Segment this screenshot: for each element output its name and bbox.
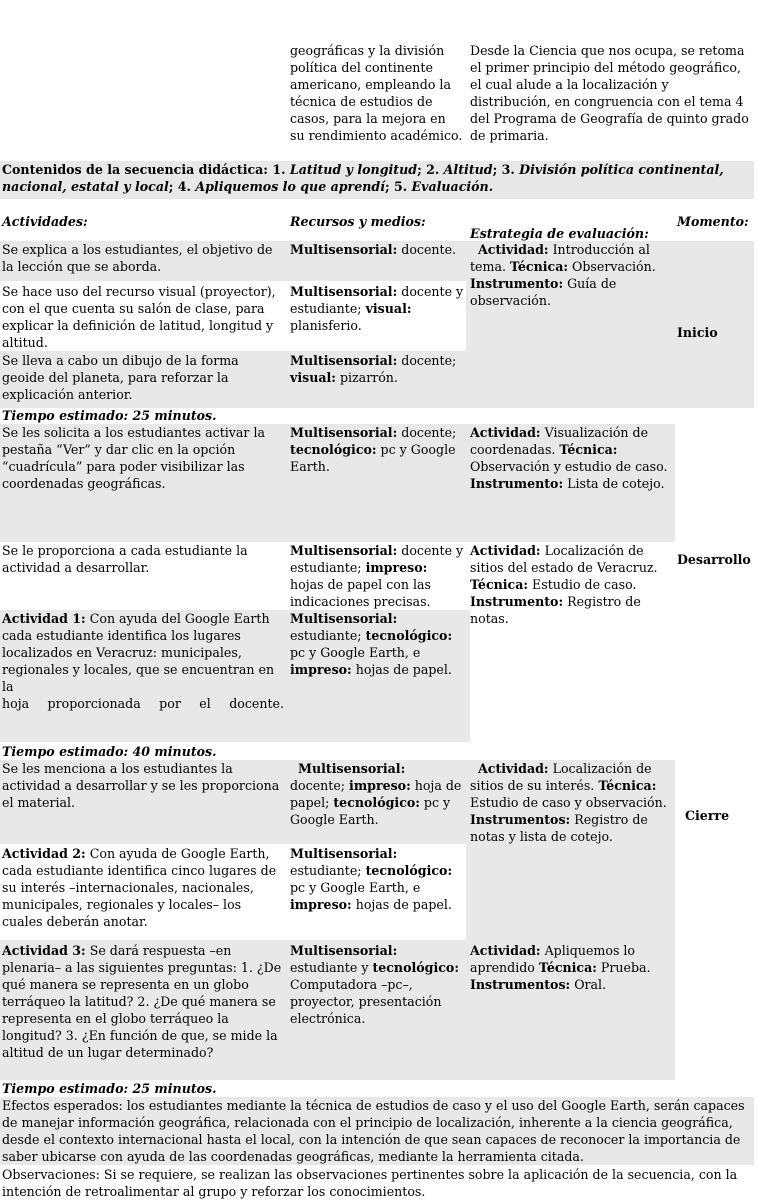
- content-1: Latitud y longitud: [289, 162, 418, 177]
- desarrollo-resource-2-label-1: Multisensorial:: [290, 543, 398, 558]
- cierre-resource-2-text-2: pc y Google Earth, e: [290, 880, 421, 895]
- cierre-activity-2-label: Actividad 2:: [2, 846, 86, 861]
- content-sep-2: ; 3.: [492, 162, 520, 177]
- efectos-text: Efectos esperados: los estudiantes mediante la técnica de estudios de caso y el uso del Google Earth, serán capaces de manejar información geográfica, relacionada con el principio de localización, inherente a la ciencia geográfica, desde el contexto internacional hasta el local, con la intención de que sean capaces de reconocer la importancia de saber ubicarse con ayuda de las coordenadas geográficas, mediante la herramienta citada.: [2, 1098, 745, 1164]
- desarrollo-resource-2-text-1: docente y estudiante;: [290, 543, 464, 575]
- desarrollo-eval-1-text-2: Observación y estudio de caso.: [470, 459, 668, 474]
- top-objective-cell: geográficas y la división política del continente americano, empleando la técnica de estudios de casos, para la mejora en su rendimiento académico.: [290, 43, 463, 143]
- cierre-resource-2: [288, 845, 466, 913]
- cierre-resource-1-label-1: Multisensorial:: [298, 761, 406, 776]
- content-4: Apliquemos lo que aprendí: [195, 179, 385, 194]
- top-principle-cell: Desde la Ciencia que nos ocupa, se retoma el primer principio del método geográfico, el cual alude a la localización y distribución, en congruencia con el tema 4 del Programa de Geografía de quinto grado de primaria.: [470, 43, 749, 143]
- cierre-resource-2-label-3: impreso:: [290, 897, 352, 912]
- desarrollo-eval-1-label-1: Actividad:: [470, 425, 541, 440]
- desarrollo-resource-3-label-2: tecnológico:: [365, 628, 453, 643]
- desarrollo-evaluation-1: [468, 424, 674, 492]
- inicio-eval-text-3: Guía de observación.: [470, 276, 617, 308]
- cierre-resource-3-text-1: estudiante y: [290, 960, 373, 975]
- inicio-activity-1: Se explica a los estudiantes, el objetivo de la lección que se aborda.: [2, 242, 273, 274]
- cierre-resource-2-text-1: estudiante;: [290, 863, 366, 878]
- desarrollo-momento: Desarrollo: [677, 552, 751, 567]
- inicio-resource-3-label-2: visual:: [290, 370, 336, 385]
- desarrollo-eval-1-label-3: Instrumento:: [470, 476, 564, 491]
- header-actividades: Actividades:: [2, 214, 88, 229]
- contents-row: [0, 161, 754, 199]
- cierre-eval-1-label-3: Instrumentos:: [470, 812, 571, 827]
- inicio-resource-2-label-2: visual:: [365, 301, 412, 316]
- content-5: Evaluación.: [411, 179, 494, 194]
- inicio-resource-2-text-1: docente y estudiante;: [290, 284, 464, 316]
- inicio-eval-label-3: Instrumento:: [470, 276, 564, 291]
- cierre-tiempo: Tiempo estimado: 25 minutos.: [2, 1081, 217, 1096]
- inicio-evaluation: [468, 241, 674, 309]
- cierre-resource-1-text-3: pc y Google Earth.: [290, 795, 451, 827]
- desarrollo-resource-1-label-1: Multisensorial:: [290, 425, 398, 440]
- desarrollo-resource-1-text-1: docente;: [397, 425, 457, 440]
- cierre-activity-3: [0, 942, 286, 1061]
- desarrollo-activity-3-text: Con ayuda del Google Earth cada estudiante identifica los lugares localizados en Veracruz: municipales, regionales y locales, que se encuentran en la: [2, 611, 275, 694]
- desarrollo-eval-1-label-2: Técnica:: [559, 442, 618, 457]
- cierre-resource-2-label-2: tecnológico:: [365, 863, 453, 878]
- inicio-eval-label-2: Técnica:: [509, 259, 569, 274]
- cierre-resource-1-text-1: docente;: [290, 778, 350, 793]
- content-sep-3: ; 4.: [168, 179, 196, 194]
- inicio-resource-2: [288, 283, 466, 334]
- inicio-eval-text-2: Observación.: [568, 259, 656, 274]
- cierre-eval-3-label-1: Actividad:: [470, 943, 541, 958]
- observaciones-row: [0, 1166, 754, 1200]
- desarrollo-activity-3-lastline: hoja proporcionada por el docente.: [2, 696, 284, 711]
- cierre-resource-2-text-3: hojas de papel.: [351, 897, 452, 912]
- cierre-activity-3-text: Se dará respuesta –en plenaria– a las siguientes preguntas: 1. ¿De qué manera se representa en un globo terráqueo la latitud? 2. ¿De qué manera se representa en el globo terráqueo la longitud? 3. ¿En función de que, se mide la altitud de un lugar determinado?: [2, 943, 282, 1060]
- cierre-resource-3-label-1: Multisensorial:: [290, 943, 398, 958]
- cierre-resource-1-label-3: tecnológico:: [333, 795, 420, 810]
- desarrollo-resource-2-label-2: impreso:: [365, 560, 428, 575]
- desarrollo-resource-1-text-2: pc y Google Earth.: [290, 442, 456, 474]
- cierre-resource-1: [288, 760, 466, 828]
- inicio-resource-3-label-1: Multisensorial:: [290, 353, 398, 368]
- header-estrategia: Estrategia de evaluación:: [470, 226, 649, 241]
- cierre-eval-1-text-1: Localización de sitios de su interés.: [470, 761, 652, 793]
- content-3: División política continental, nacional, estatal y local: [2, 162, 724, 194]
- cierre-activity-3-label: Actividad 3:: [2, 943, 86, 958]
- inicio-resource-3-text-2: pizarrón.: [335, 370, 398, 385]
- desarrollo-activity-2: Se le proporciona a cada estudiante la actividad a desarrollar.: [2, 543, 248, 575]
- desarrollo-activity-3: [0, 610, 286, 712]
- desarrollo-eval-2-label-3: Instrumento:: [470, 594, 564, 609]
- desarrollo-resource-3-text-3: hojas de papel.: [351, 662, 452, 677]
- desarrollo-evaluation-2: [468, 542, 674, 627]
- cierre-eval-3-text-1: Apliquemos lo aprendido: [470, 943, 636, 975]
- cierre-resource-1-text-2: hoja de papel;: [290, 778, 462, 810]
- desarrollo-eval-1-text-3: Lista de cotejo.: [563, 476, 665, 491]
- desarrollo-tiempo: Tiempo estimado: 40 minutos.: [2, 744, 217, 759]
- cierre-activity-2: [0, 845, 286, 930]
- cierre-activity-2-text: Con ayuda de Google Earth, cada estudiante identifica cinco lugares de su interés –internacionales, nacionales, municipales, regionales y locales– los cuales deberán anotar.: [2, 846, 277, 929]
- desarrollo-activity-3-label: Actividad 1:: [2, 611, 86, 626]
- inicio-eval-label-1: Actividad:: [478, 242, 549, 257]
- desarrollo-resource-3-label-3: impreso:: [290, 662, 352, 677]
- inicio-resource-1: [288, 241, 466, 258]
- cierre-momento: Cierre: [685, 808, 730, 823]
- cierre-resource-3-text-2: Computadora –pc–, proyector, presentación electrónica.: [290, 977, 442, 1026]
- cierre-eval-3-label-3: Instrumentos:: [470, 977, 571, 992]
- observaciones-text: Observaciones: Si se requiere, se realizan las observaciones pertinentes sobre la aplicación de la secuencia, con la intención de retroalimentar al grupo y reforzar los conocimientos.: [2, 1167, 738, 1199]
- desarrollo-resource-3: [288, 610, 466, 678]
- contents-lead: Contenidos de la secuencia didáctica: 1.: [2, 162, 290, 177]
- inicio-activity-2: Se hace uso del recurso visual (proyector), con el que cuenta su salón de clase, para explicar la definición de latitud, longitud y altitud.: [2, 284, 276, 350]
- header-recursos: Recursos y medios:: [290, 214, 426, 229]
- cierre-activity-1: Se les menciona a los estudiantes la actividad a desarrollar y se les proporciona el material.: [2, 761, 280, 810]
- cierre-resource-2-label-1: Multisensorial:: [290, 846, 398, 861]
- desarrollo-eval-2-label-1: Actividad:: [470, 543, 541, 558]
- desarrollo-resource-3-text-1: estudiante;: [290, 628, 366, 643]
- cierre-resource-3: [288, 942, 466, 1027]
- desarrollo-resource-1: [288, 424, 466, 475]
- cierre-eval-1-text-3: Registro de notas y lista de cotejo.: [470, 812, 648, 844]
- cierre-eval-1-label-2: Técnica:: [598, 778, 657, 793]
- desarrollo-eval-2-text-1: Localización de sitios del estado de Veracruz.: [470, 543, 658, 575]
- cierre-eval-1-label-1: Actividad:: [478, 761, 549, 776]
- content-sep-4: ; 5.: [384, 179, 412, 194]
- inicio-resource-2-label-1: Multisensorial:: [290, 284, 398, 299]
- cierre-eval-3-text-3: Oral.: [570, 977, 607, 992]
- desarrollo-resource-3-label-1: Multisensorial:: [290, 611, 398, 626]
- desarrollo-eval-2-text-3: Registro de notas.: [470, 594, 641, 626]
- inicio-resource-3-text-1: docente;: [397, 353, 457, 368]
- desarrollo-resource-2-text-2: hojas de papel con las indicaciones precisas.: [290, 577, 431, 609]
- cierre-evaluation-3: [468, 942, 674, 993]
- cierre-evaluation-1: [468, 760, 674, 845]
- desarrollo-eval-2-label-2: Técnica:: [470, 577, 529, 592]
- content-2: Altitud: [443, 162, 493, 177]
- header-momento: Momento:: [677, 214, 749, 229]
- inicio-momento: Inicio: [677, 325, 718, 340]
- inicio-tiempo: Tiempo estimado: 25 minutos.: [2, 408, 217, 423]
- desarrollo-resource-1-label-2: tecnológico:: [290, 442, 377, 457]
- cierre-resource-1-label-2: impreso:: [349, 778, 411, 793]
- inicio-resource-1-label: Multisensorial:: [290, 242, 398, 257]
- desarrollo-resource-3-text-2: pc y Google Earth, e: [290, 645, 421, 660]
- inicio-eval-text-1: Introducción al tema.: [470, 242, 650, 274]
- cierre-eval-1-text-2: Estudio de caso y observación.: [470, 795, 667, 810]
- desarrollo-eval-1-text-1: Visualización de coordenadas.: [470, 425, 649, 457]
- desarrollo-activity-1: Se les solicita a los estudiantes activar la pestaña “Ver” y dar clic en la opción “cuadrícula” para poder visibilizar las coordenadas geográficas.: [2, 425, 265, 491]
- inicio-resource-2-text-2: planisferio.: [290, 318, 362, 333]
- cierre-resource-3-label-2: tecnológico:: [372, 960, 459, 975]
- content-sep-1: ; 2.: [417, 162, 444, 177]
- efectos-row: [0, 1097, 754, 1165]
- cierre-eval-3-text-2: Prueba.: [596, 960, 651, 975]
- desarrollo-eval-2-text-2: Estudio de caso.: [528, 577, 637, 592]
- cierre-eval-3-label-2: Técnica:: [538, 960, 597, 975]
- inicio-activity-3: Se lleva a cabo un dibujo de la forma geoide del planeta, para reforzar la explicación anterior.: [2, 353, 239, 402]
- inicio-resource-1-text: docente.: [397, 242, 457, 257]
- inicio-resource-3: [288, 352, 466, 386]
- desarrollo-resource-2: [288, 542, 466, 610]
